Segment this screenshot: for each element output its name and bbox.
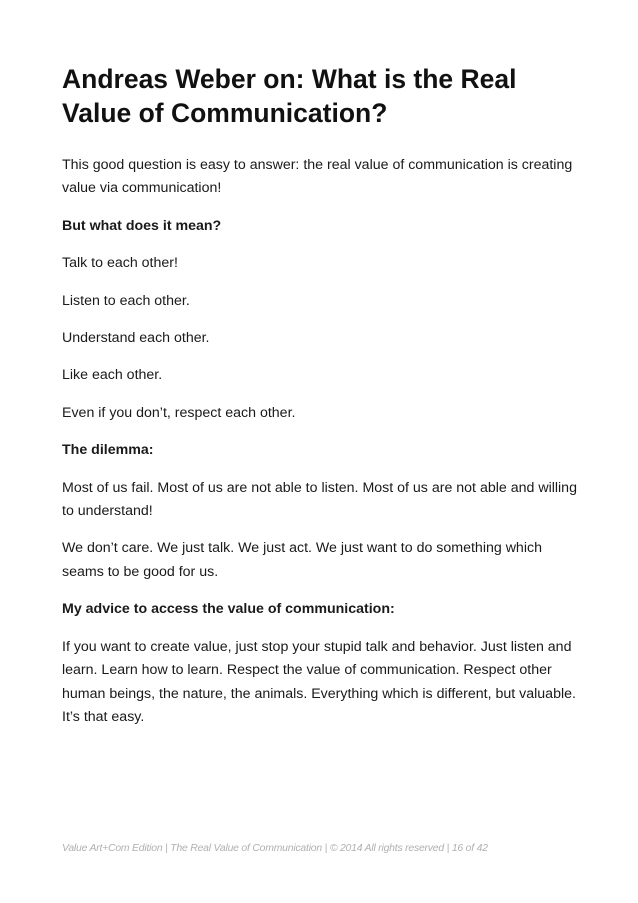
page-title: Andreas Weber on: What is the Real Value of Communication? (62, 64, 517, 128)
paragraph-like: Like each other. (62, 367, 163, 384)
document-page (62, 62, 582, 743)
paragraph-advice: If you want to create value, just stop your stupid talk and behavior. Just listen and learn. Learn how to learn. Respect the value of communication. Respect other human beings, the nature, the animals. Everything which is different, but valuable. It’s that easy. (62, 638, 576, 725)
section-heading-advice: My advice to access the value of communication: (62, 601, 395, 618)
paragraph-understand: Understand each other. (62, 330, 210, 347)
paragraph-respect: Even if you don’t, respect each other. (62, 404, 296, 421)
section-heading-dilemma: The dilemma: (62, 442, 154, 459)
paragraph-talk: Talk to each other! (62, 255, 178, 272)
page-footer: Value Art+Com Edition | The Real Value of Communication | © 2014 All rights reserved | 16 of 42 (62, 843, 488, 854)
intro-paragraph: This good question is easy to answer: the real value of communication is creating value via communication! (62, 157, 573, 197)
section-heading-meaning: But what does it mean? (62, 217, 222, 234)
paragraph-care: We don’t care. We just talk. We just act. We just want to do something which seams to be good for us. (62, 540, 542, 580)
paragraph-fail: Most of us fail. Most of us are not able to listen. Most of us are not able and willing to understand! (62, 479, 577, 520)
paragraph-listen: Listen to each other. (62, 292, 190, 309)
